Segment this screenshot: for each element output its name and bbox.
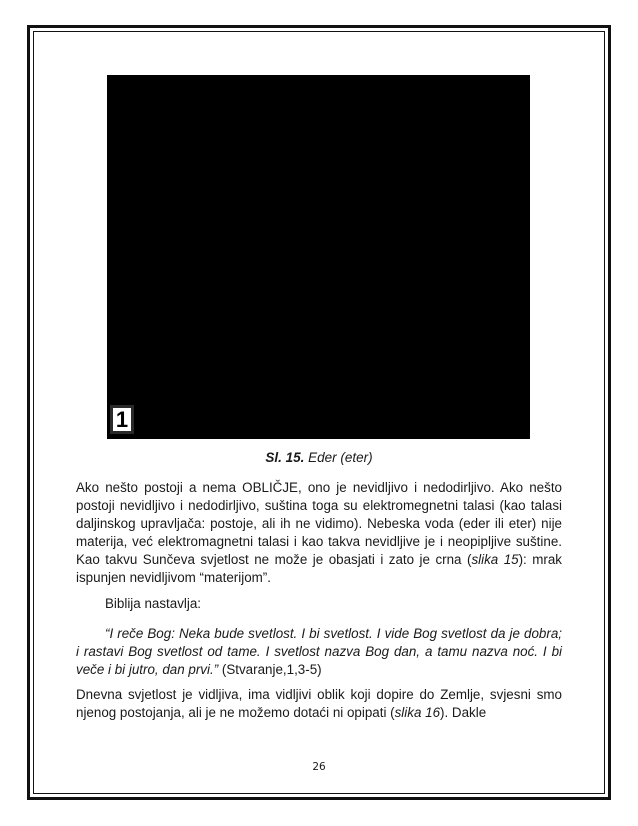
bible-quote xyxy=(76,625,562,679)
paragraph-1-text-end: ): mrak ispunjen nevidljivom “materijom”. xyxy=(76,552,563,585)
quote-text: “I reče Bog: Neka bude svetlost. I bi svetlost. I vide Bog svetlost da je dobra; i rastavi Bog svetlost od tame. I svetlost nazva Bog dan, a tamu nazva noć. I bi veče i bi jutro, dan prvi.” xyxy=(76,626,562,677)
caption-label: Sl. 15. xyxy=(265,450,305,465)
figure-caption xyxy=(0,450,638,465)
figure-image xyxy=(107,75,530,439)
figure-number-badge: 1 xyxy=(110,405,134,434)
figure-reference-15: slika 15 xyxy=(471,552,519,567)
paragraph-1-text: Ako nešto postoji a nema OBLIČJE, ono je nevidljivo i nedodirljivo. Ako nešto postoji nevidljivo i nedodirljivo, suština toga su elektromegnetni talasi (kao talasi daljinskog upravljača: postoje, ali ih ne vidimo). Nebeska voda (eder ili eter) nije materija, već elektromagnetni talasi i kao takva nevidljive je i neopipljive suštine. Kao takvu Sunčeva svjetlost ne može je obasjati i zato je crna ( xyxy=(76,480,562,567)
quote-source: (Stvaranje,1,3-5) xyxy=(218,662,322,677)
figure-reference-16: slika 16 xyxy=(394,705,441,720)
paragraph-4-text: Dnevna svjetlost je vidljiva, ima vidljivi oblik koji dopire do Zemlje, svjesni smo njenog postojanja, ali je ne možemo dotaći ni opipati ( xyxy=(76,687,562,720)
paragraph-4-text-end: ). Dakle xyxy=(440,705,487,720)
paragraph-1 xyxy=(76,479,562,587)
paragraph-4 xyxy=(76,686,562,722)
paragraph-2: Biblija nastavlja: xyxy=(105,596,202,611)
caption-text: Eder (eter) xyxy=(304,450,373,465)
page-number: 26 xyxy=(312,761,326,773)
